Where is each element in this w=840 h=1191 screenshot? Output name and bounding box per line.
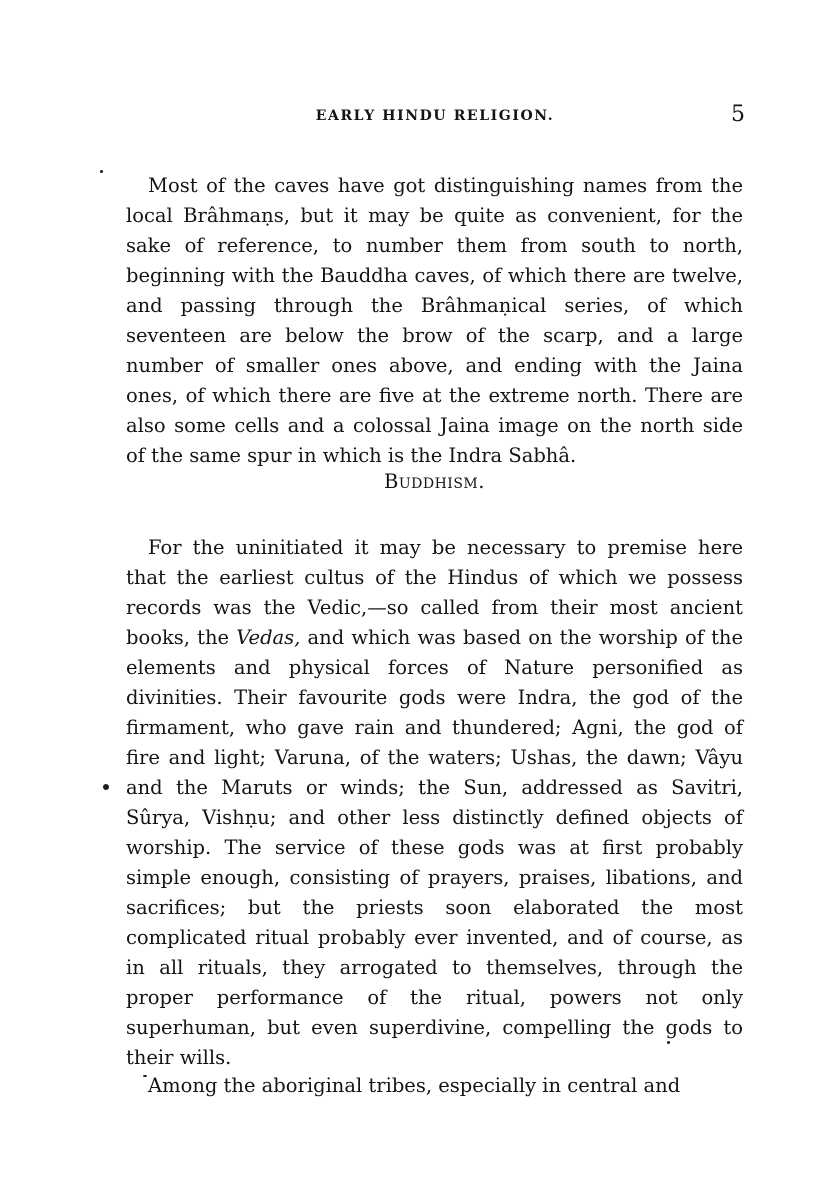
paragraph-vedic-text-start: For the uninitiated it may be necessary to premise here that the earliest cultus of the Hindus of which we possess records was the Vedic,—so called from their most ancient books, the [126, 535, 743, 649]
italic-vedas: Vedas, [236, 625, 301, 649]
running-head [125, 102, 745, 128]
print-speck [143, 1075, 147, 1077]
page-number: 5 [731, 102, 745, 127]
paragraph-aboriginal-tribes: Among the aboriginal tribes, especially in central and [148, 1073, 681, 1097]
paragraph-caves-numbering: Most of the caves have got distinguishing names from the local Brâhmaṇs, but it may be quite as convenient, for the sake of reference, to number them from south to north, beginning with the Bauddha caves, of which there are twelve, and passing through the Brâhmaṇical series, of which seventeen are below the brow of the scarp, and a large number of smaller ones above, and ending with the Jaina ones, of which there are five at the extreme north. There are also some cells and a colossal Jaina image on the north side of the same spur in which is the Indra Sabhâ. [126, 173, 743, 467]
print-speck [103, 784, 109, 790]
paragraph-vedic-cultus [126, 533, 743, 1073]
print-speck [667, 1041, 670, 1044]
paragraph-vedic-text-end: and which was based on the worship of the elements and physical forces of Nature personified as divinities. Their favourite gods were Indra, the god of the firmament, who gave rain and thundered; Agni, the god of fire and light; Varuna, of the waters; Ushas, the dawn; Vâyu and the Maruts or winds; the Sun, addressed as Savitri, Sûrya, Vishṇu; and other less distinctly defined objects of worship. The service of these gods was at first probably simple enough, consisting of prayers, praises, libations, and sacrifices; but the priests soon elaborated the most complicated ritual probably ever invented, and of course, as in all rituals, they arrogated to themselves, through the proper performance of the ritual, powers not only superhuman, but even superdivine, compelling the gods to their wills. [126, 625, 744, 1069]
section-heading-buddhism: Buddhism. [384, 470, 485, 493]
running-title: EARLY HINDU RELIGION. [315, 108, 555, 124]
print-speck [100, 170, 103, 173]
